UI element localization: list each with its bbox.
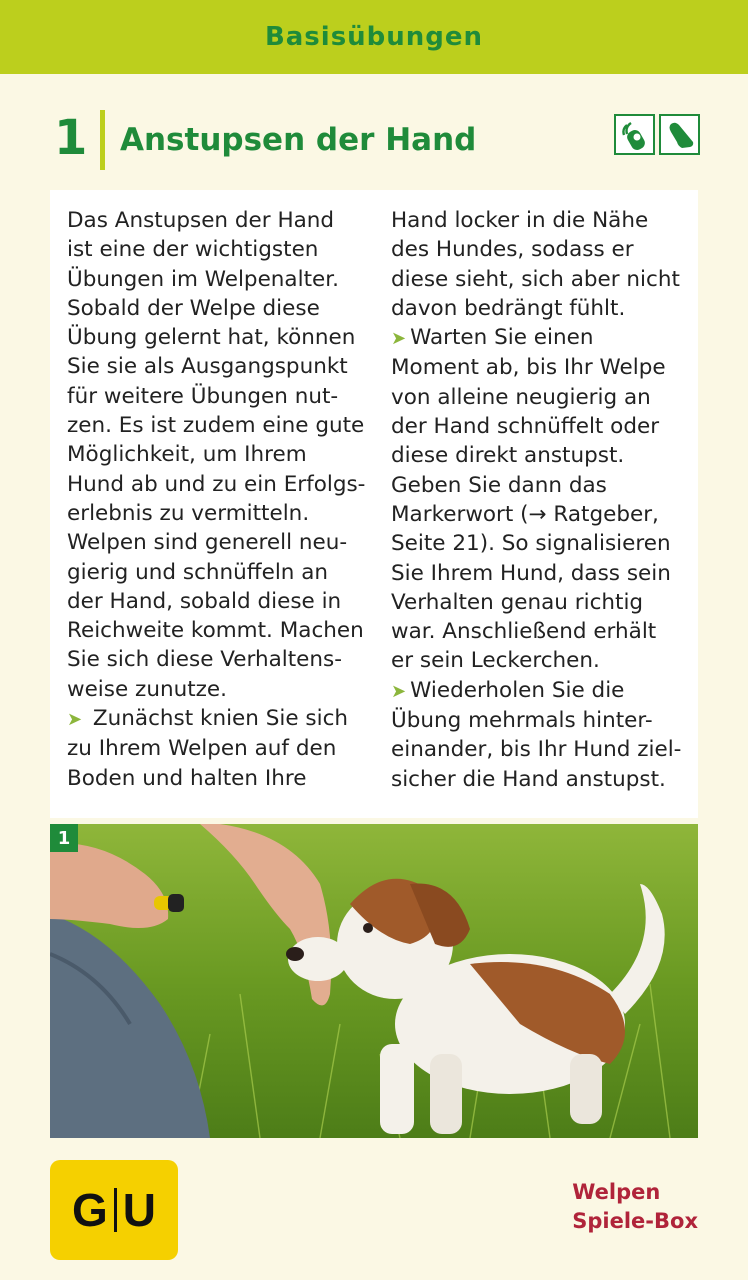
category-label: Basisübungen <box>264 22 484 52</box>
clicker-icon <box>614 114 655 155</box>
paragraph-text: Das Anstupsen der Hand ist eine der wichtigsten Übungen im Welpenalter. Sobald der Welpe diese Übung gelernt hat, können Sie sie als Ausgangspunkt für weitere Übungen nut- zen. Es ist zudem eine gute Möglichkeit, um Ihrem Hund ab und zu ein Erfolgs- erlebnis zu vermitteln. Welpen sind generell neu- gierig und schnüffeln an der Hand, sobald diese in Reichweite kommt. Machen Sie sich diese Verhaltens- weise zunutze. <box>67 208 366 702</box>
header-bar <box>0 0 748 74</box>
paragraph-text: Wiederholen Sie die Übung mehrmals hinter- einander, bis Ihr Hund ziel- sicher die Hand anstupst. <box>391 677 682 792</box>
paragraph-text: Zunächst knien Sie sich zu Ihrem Welpen auf den Boden und halten Ihre <box>67 706 349 791</box>
photo-number-tag: 1 <box>50 824 78 852</box>
hand-icon <box>659 114 700 155</box>
paragraph <box>391 323 693 676</box>
exercise-title-row <box>50 104 700 168</box>
paragraph-text: Warten Sie einen Moment ab, bis Ihr Welpe von alleine neugierig an der Hand schnüffelt oder diese direkt anstupst. Geben Sie dann das Markerwort (→ Ratgeber, Seite 21). So signalisieren Sie Ihrem Hund, dass sein Verhalten genau richtig war. Anschließend erhält er sein Leckerchen. <box>391 325 671 674</box>
paragraph <box>67 206 369 704</box>
series-line-2: Spiele-Box <box>572 1209 698 1233</box>
paragraph <box>67 704 369 793</box>
exercise-number: 1 <box>54 110 88 166</box>
exercise-icons <box>614 114 700 155</box>
text-column-left <box>67 206 369 793</box>
gu-logo <box>50 1160 178 1260</box>
text-column-right <box>391 206 693 794</box>
logo-letter-u: U <box>122 1184 156 1236</box>
title-divider <box>100 110 105 170</box>
puppy-photo <box>50 824 698 1138</box>
paragraph <box>391 676 693 794</box>
exercise-title: Anstupsen der Hand <box>120 122 477 158</box>
bullet-arrow-icon: ➤ <box>391 680 407 702</box>
paragraph <box>391 206 693 323</box>
bullet-arrow-icon: ➤ <box>67 709 83 731</box>
paragraph-text: Hand locker in die Nähe des Hundes, sodass er diese sieht, sich aber nicht davon bedrängt fühlt. <box>391 208 680 321</box>
series-title <box>572 1178 698 1236</box>
instruction-text-panel <box>50 190 698 818</box>
puppy-photo-illustration <box>50 824 698 1138</box>
logo-divider <box>114 1188 117 1232</box>
logo-letter-g: G <box>71 1184 108 1236</box>
series-line-1: Welpen <box>572 1180 661 1204</box>
bullet-arrow-icon: ➤ <box>391 328 407 350</box>
